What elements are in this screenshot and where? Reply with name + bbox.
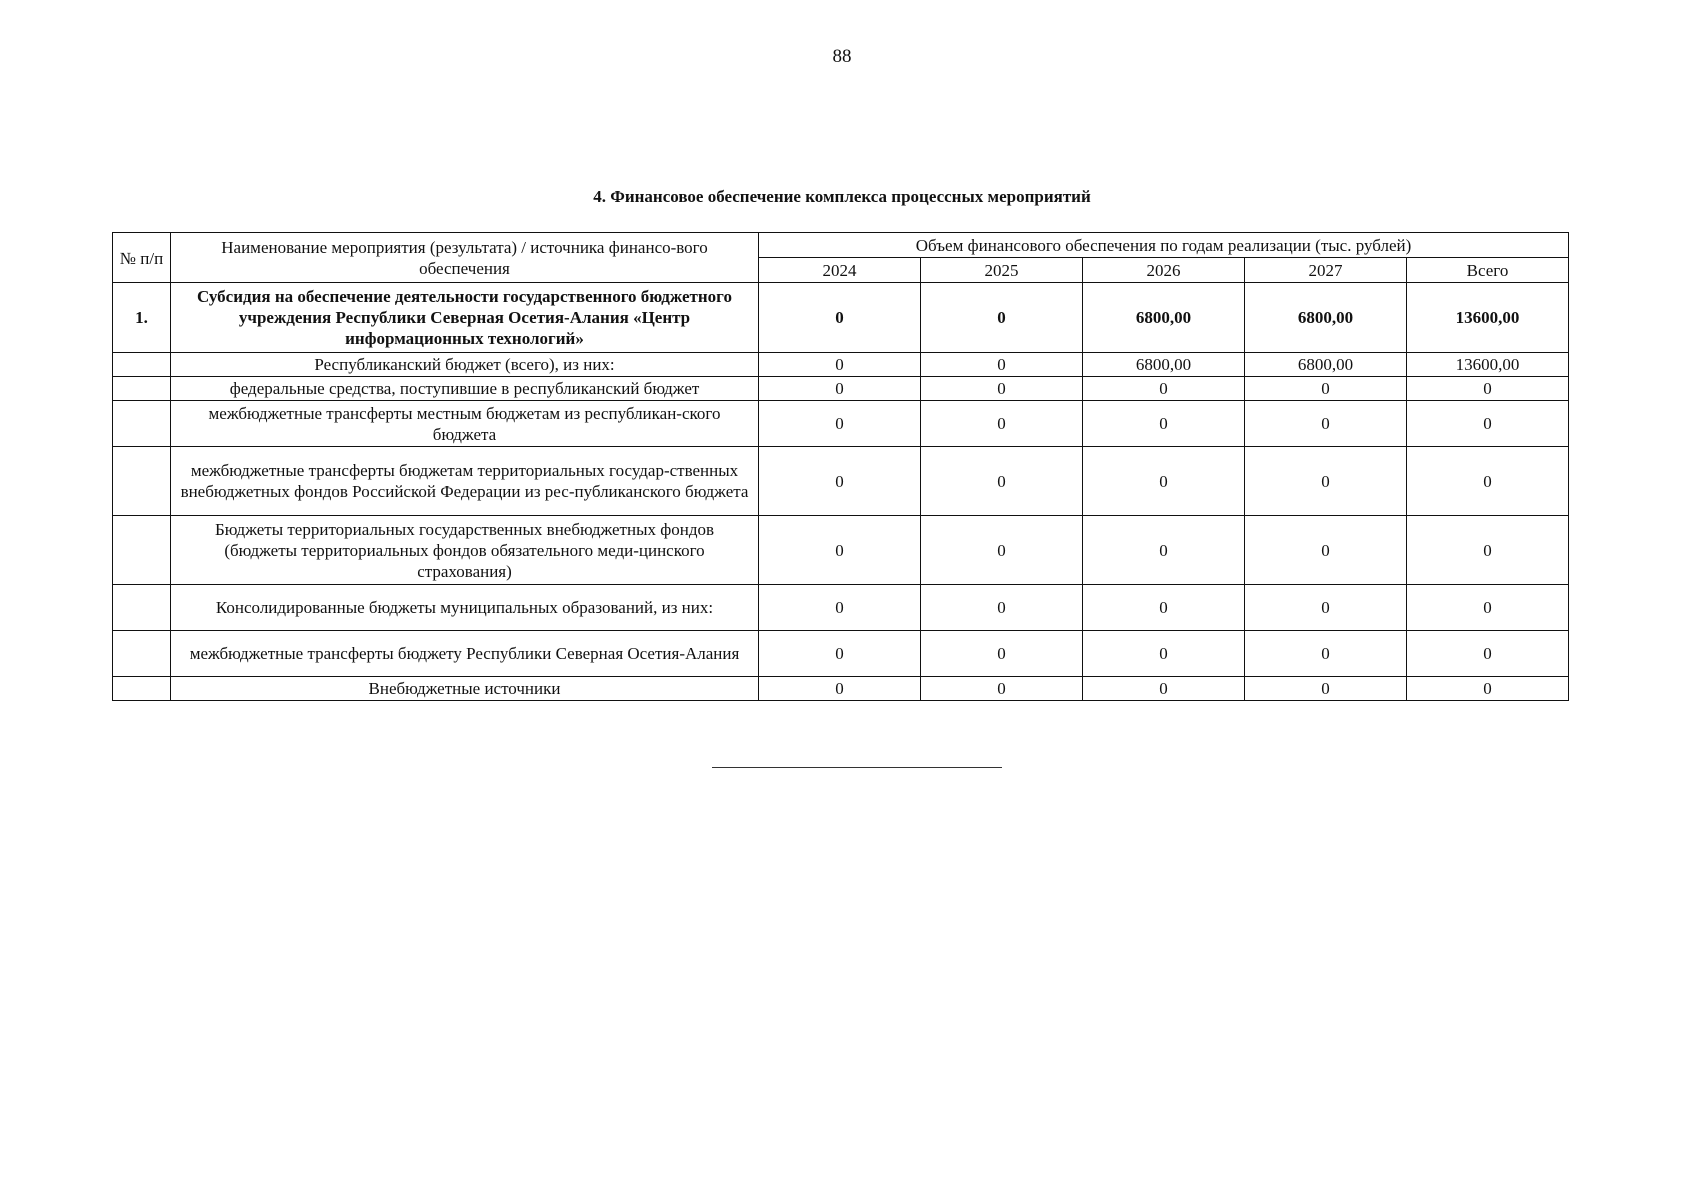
footer-divider	[712, 767, 1002, 768]
row-num	[113, 516, 171, 585]
row-value-2024: 0	[759, 677, 921, 701]
table-row	[113, 401, 1569, 447]
section-title: 4. Финансовое обеспечение комплекса процессных мероприятий	[593, 187, 1091, 206]
row-value-total: 13600,00	[1407, 283, 1569, 353]
row-value-2026: 0	[1083, 447, 1245, 516]
row-value-2025: 0	[921, 447, 1083, 516]
row-name: Внебюджетные источники	[171, 677, 759, 701]
row-num	[113, 401, 171, 447]
row-num	[113, 677, 171, 701]
row-name: Бюджеты территориальных государственных внебюджетных фондов (бюджеты территориальных фондов обязательного меди-цинского страхования)	[171, 516, 759, 585]
row-value-2024: 0	[759, 516, 921, 585]
row-value-total: 0	[1407, 677, 1569, 701]
page-number: 88	[832, 46, 852, 67]
row-value-2024: 0	[759, 353, 921, 377]
table-header	[113, 233, 1569, 283]
row-value-2024: 0	[759, 401, 921, 447]
row-num: 1.	[113, 283, 171, 353]
row-name: межбюджетные трансферты бюджетам территориальных государ-ственных внебюджетных фондов Российской Федерации из рес-публиканского бюджета	[171, 447, 759, 516]
row-value-total: 0	[1407, 377, 1569, 401]
row-value-2024: 0	[759, 377, 921, 401]
row-value-total: 0	[1407, 447, 1569, 516]
row-value-2026: 6800,00	[1083, 283, 1245, 353]
header-group: Объем финансового обеспечения по годам реализации (тыс. рублей)	[759, 233, 1569, 258]
row-value-2026: 0	[1083, 631, 1245, 677]
row-value-2026: 0	[1083, 677, 1245, 701]
row-name: межбюджетные трансферты местным бюджетам из республикан-ского бюджета	[171, 401, 759, 447]
row-name: Консолидированные бюджеты муниципальных образований, из них:	[171, 585, 759, 631]
row-value-2026: 6800,00	[1083, 353, 1245, 377]
row-value-2025: 0	[921, 353, 1083, 377]
row-value-2027: 0	[1245, 447, 1407, 516]
row-num	[113, 447, 171, 516]
row-value-2027: 0	[1245, 401, 1407, 447]
row-value-2026: 0	[1083, 377, 1245, 401]
row-value-2025: 0	[921, 516, 1083, 585]
row-value-2025: 0	[921, 677, 1083, 701]
table-row	[113, 353, 1569, 377]
row-value-2024: 0	[759, 283, 921, 353]
table-body	[113, 283, 1569, 701]
row-value-2024: 0	[759, 447, 921, 516]
row-value-2024: 0	[759, 585, 921, 631]
row-num	[113, 377, 171, 401]
header-num: № п/п	[113, 233, 171, 283]
row-value-2025: 0	[921, 401, 1083, 447]
header-row-1	[113, 233, 1569, 258]
row-value-2027: 0	[1245, 516, 1407, 585]
row-value-2027: 0	[1245, 677, 1407, 701]
row-value-total: 0	[1407, 401, 1569, 447]
row-value-2025: 0	[921, 631, 1083, 677]
table-row	[113, 677, 1569, 701]
table-row	[113, 585, 1569, 631]
row-value-2027: 0	[1245, 377, 1407, 401]
financing-table	[112, 232, 1569, 701]
row-value-total: 13600,00	[1407, 353, 1569, 377]
row-name: Субсидия на обеспечение деятельности государственного бюджетного учреждения Республики Северная Осетия-Алания «Центр информационных технологий»	[171, 283, 759, 353]
row-value-total: 0	[1407, 631, 1569, 677]
row-num	[113, 631, 171, 677]
table-row	[113, 447, 1569, 516]
header-name: Наименование мероприятия (результата) / источника финансо-вого обеспечения	[171, 233, 759, 283]
row-num	[113, 353, 171, 377]
header-year-2024: 2024	[759, 258, 921, 283]
row-num	[113, 585, 171, 631]
row-value-total: 0	[1407, 516, 1569, 585]
row-value-2027: 0	[1245, 585, 1407, 631]
table-row	[113, 377, 1569, 401]
row-name: Республиканский бюджет (всего), из них:	[171, 353, 759, 377]
row-value-2026: 0	[1083, 516, 1245, 585]
row-value-2027: 6800,00	[1245, 353, 1407, 377]
row-value-2025: 0	[921, 283, 1083, 353]
row-value-2027: 6800,00	[1245, 283, 1407, 353]
header-year-2027: 2027	[1245, 258, 1407, 283]
row-value-2025: 0	[921, 377, 1083, 401]
row-value-2025: 0	[921, 585, 1083, 631]
row-name: федеральные средства, поступившие в республиканский бюджет	[171, 377, 759, 401]
row-value-2026: 0	[1083, 585, 1245, 631]
row-value-2027: 0	[1245, 631, 1407, 677]
header-total: Всего	[1407, 258, 1569, 283]
table-row	[113, 516, 1569, 585]
table-row	[113, 631, 1569, 677]
table-row	[113, 283, 1569, 353]
row-value-2026: 0	[1083, 401, 1245, 447]
row-value-2024: 0	[759, 631, 921, 677]
header-year-2026: 2026	[1083, 258, 1245, 283]
header-year-2025: 2025	[921, 258, 1083, 283]
row-value-total: 0	[1407, 585, 1569, 631]
row-name: межбюджетные трансферты бюджету Республики Северная Осетия-Алания	[171, 631, 759, 677]
